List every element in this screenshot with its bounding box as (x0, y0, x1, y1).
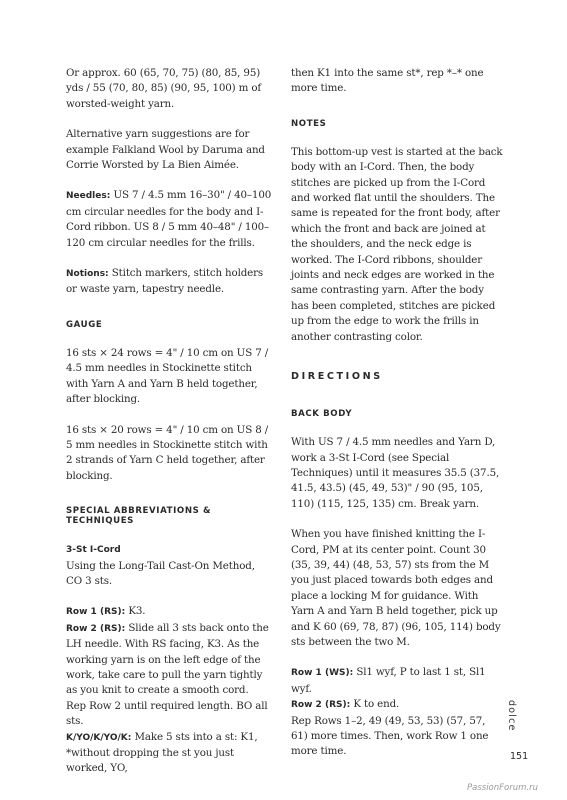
needles-label: Needles: (66, 191, 111, 202)
row2-label: Row 2 (RS): (66, 623, 126, 634)
row1-paragraph (66, 604, 272, 620)
ws-row2-text: K to end. (350, 698, 400, 711)
alternative-yarn-text: Alternative yarn suggestions are for example Falkland Wool by Daruma and Corrie Worsted by La Bien Aimée. (66, 128, 265, 172)
page-number: 151 (510, 751, 529, 762)
notions-label: Notions: (66, 269, 109, 280)
directions-heading: DIRECTIONS (291, 371, 383, 383)
special-abbreviations-heading: SPECIAL ABBREVIATIONS & TECHNIQUES (66, 506, 212, 527)
right-column (291, 66, 503, 760)
gauge-heading: GAUGE (66, 319, 103, 330)
gauge-text-1: 16 sts × 24 rows = 4" / 10 cm on US 7 / 4.5 mm needles in Stockinette stitch with Yarn A and Yarn B held together, after blocking. (66, 346, 269, 406)
needles-paragraph (66, 188, 272, 251)
row2-text: Slide all 3 sts back onto the LH needle. With RS facing, K3. As the working yarn is on the left edge of the work, take care to pull the yarn tightly as you knit to create a smooth cord. (66, 621, 269, 697)
ws-row2-paragraph (291, 697, 503, 713)
row1-text: K3. (125, 605, 146, 618)
notes-heading: NOTES (291, 118, 327, 129)
icord-label (66, 542, 272, 558)
yarn-amount-text: Or approx. 60 (65, 70, 75) (80, 85, 95) yds / 55 (70, 80, 85) (90, 95, 100) m of worsted-weight yarn. (66, 67, 262, 110)
icord-label-text: 3-St I-Cord (66, 545, 121, 556)
ws-row1-text: Sl1 wyf, P to last 1 st, Sl1 wyf. (291, 666, 486, 695)
kyo-label: K/YO/K/YO/K: (66, 732, 132, 743)
side-label: dolce (506, 700, 517, 732)
back-body-text-2: When you have finished knitting the I-Cord, PM at its center point. Count 30 (35, 39, 44) (48, 53, 57) sts from the M you just placed towards both edges and place a locking M for guidance. With Yarn A and Yarn B held together, pick up and K 60 (69, 78, 87) (96, 105, 114) body sts between the two M. (291, 528, 501, 648)
ws-row1-label: Row 1 (WS): (291, 668, 354, 679)
ws-row2-label: Row 2 (RS): (291, 700, 351, 711)
kyo-text: Make 5 sts into a st: K1, *without dropping the st you just worked, YO, (66, 730, 258, 775)
gauge-text-2: 16 sts × 20 rows = 4" / 10 cm on US 8 / 5 mm needles in Stockinette stitch with 2 strands of Yarn C held together, after blocking. (66, 423, 269, 482)
left-column (66, 66, 272, 777)
notions-text: Stitch markers, stitch holders or waste yarn, tapestry needle. (66, 267, 264, 296)
back-body-text-1: With US 7 / 4.5 mm needles and Yarn D, work a 3-St I-Cord (see Special Techniques) until it measures 35.5 (37.5, 41.5, 43.5) (45, 49, 53)" / 90 (95, 105, 110) (115, 125, 135) cm. Break yarn. (291, 436, 500, 510)
repeat-rows-text: Rep Rows 1–2, 49 (49, 53, 53) (57, 57, 61) more times. Then, work Row 1 one more time. (291, 714, 489, 758)
ws-row1-paragraph (291, 665, 503, 697)
back-body-heading: BACK BODY (291, 409, 353, 420)
notes-text: This bottom-up vest is started at the back body with an I-Cord. Then, the body stitches are picked up from the I-Cord and worked flat until the shoulders. The same is repeated for the front body, after which the front and back are joined at the shoulders, and the neck edge is worked. The I-Cord ribbons, shoulder joints and neck edges are worked in the same contrasting yarn. After the body has been completed, stitches are picked up from the edge to work the frills in another contrasting color. (291, 145, 503, 343)
icord-text: Using the Long-Tail Cast-On Method, CO 3 sts. (66, 559, 255, 587)
notions-paragraph (66, 266, 272, 298)
continuation-text: then K1 into the same st*, rep *–* one more time. (291, 67, 484, 95)
kyo-paragraph (66, 730, 272, 777)
row1-label: Row 1 (RS): (66, 607, 126, 618)
row2-paragraph (66, 621, 272, 699)
repeat-text: Rep Row 2 until required length. BO all sts. (66, 699, 268, 728)
needles-text: US 7 / 4.5 mm 16–30" / 40–100 cm circular needles for the body and I-Cord ribbon. US 8 / 5 mm 40–48" / 100–120 cm circular needles for the frills. (66, 189, 272, 249)
watermark: PassionForum.ru (467, 783, 538, 793)
